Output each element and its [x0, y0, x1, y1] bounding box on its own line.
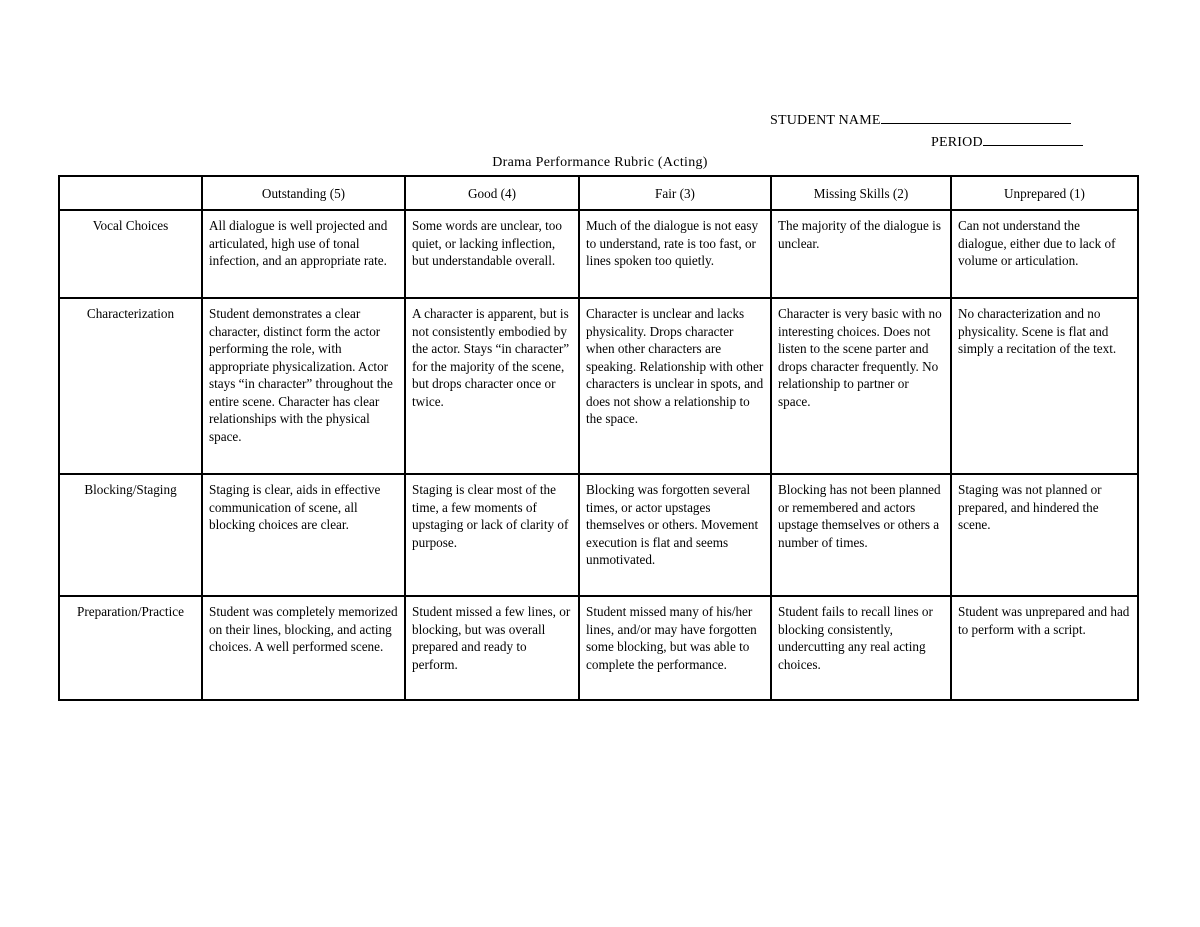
table-cell: Blocking has not been planned or remembered and actors upstage themselves or others a number of times.: [771, 474, 951, 596]
table-cell: Student was unprepared and had to perform with a script.: [951, 596, 1138, 700]
table-cell: All dialogue is well projected and articulated, high use of tonal infection, and an appropriate rate.: [202, 210, 405, 298]
header-row: [59, 176, 1138, 210]
table-cell: Much of the dialogue is not easy to understand, rate is too fast, or lines spoken too quietly.: [579, 210, 771, 298]
period-line: [931, 133, 1083, 151]
table-cell: Staging is clear, aids in effective communication of scene, all blocking choices are clear.: [202, 474, 405, 596]
table-row: [59, 210, 1138, 298]
table-cell: Some words are unclear, too quiet, or lacking inflection, but understandable overall.: [405, 210, 579, 298]
table-cell: Staging was not planned or prepared, and hindered the scene.: [951, 474, 1138, 596]
row-label-characterization: Characterization: [59, 298, 202, 474]
table-cell: Blocking was forgotten several times, or actor upstages themselves or others. Movement execution is flat and seems unmotivated.: [579, 474, 771, 596]
column-header-missing-skills: Missing Skills (2): [771, 176, 951, 210]
table-row: [59, 474, 1138, 596]
table-cell: Can not understand the dialogue, either due to lack of volume or articulation.: [951, 210, 1138, 298]
student-name-label: STUDENT NAME: [770, 113, 881, 128]
student-name-line: [770, 111, 1071, 129]
table-cell: Student missed many of his/her lines, and/or may have forgotten some blocking, but was able to complete the performance.: [579, 596, 771, 700]
table-cell: Student demonstrates a clear character, distinct form the actor performing the role, with appropriate physicalization. Actor stays “in character” throughout the entire scene. Character has clear relationships with the physical space.: [202, 298, 405, 474]
column-header-good: Good (4): [405, 176, 579, 210]
document-title: Drama Performance Rubric (Acting): [492, 155, 708, 170]
table-cell: Student was completely memorized on their lines, blocking, and acting choices. A well performed scene.: [202, 596, 405, 700]
student-name-blank[interactable]: [881, 111, 1071, 124]
table-row: [59, 596, 1138, 700]
table-cell: The majority of the dialogue is unclear.: [771, 210, 951, 298]
row-label-blocking-staging: Blocking/Staging: [59, 474, 202, 596]
table-cell: Character is very basic with no interesting choices. Does not listen to the scene parter and drops character frequently. No relationship to partner or space.: [771, 298, 951, 474]
table-cell: Student fails to recall lines or blocking consistently, undercutting any real acting choices.: [771, 596, 951, 700]
table-cell: Student missed a few lines, or blocking, but was overall prepared and ready to perform.: [405, 596, 579, 700]
row-label-preparation-practice: Preparation/Practice: [59, 596, 202, 700]
column-header-outstanding: Outstanding (5): [202, 176, 405, 210]
table-cell: Character is unclear and lacks physicality. Drops character when other characters are speaking. Relationship with other characters is unclear in spots, and does not show a relationship to the space.: [579, 298, 771, 474]
period-blank[interactable]: [983, 133, 1083, 146]
table-cell: A character is apparent, but is not consistently embodied by the actor. Stays “in character” for the majority of the scene, but drops character once or twice.: [405, 298, 579, 474]
row-label-vocal-choices: Vocal Choices: [59, 210, 202, 298]
table-row: [59, 298, 1138, 474]
column-header-unprepared: Unprepared (1): [951, 176, 1138, 210]
table-cell: Staging is clear most of the time, a few moments of upstaging or lack of clarity of purpose.: [405, 474, 579, 596]
table-cell: No characterization and no physicality. Scene is flat and simply a recitation of the text.: [951, 298, 1138, 474]
column-header-fair: Fair (3): [579, 176, 771, 210]
column-header-empty: [59, 176, 202, 210]
period-label: PERIOD: [931, 135, 983, 150]
rubric-table: [58, 175, 1139, 701]
